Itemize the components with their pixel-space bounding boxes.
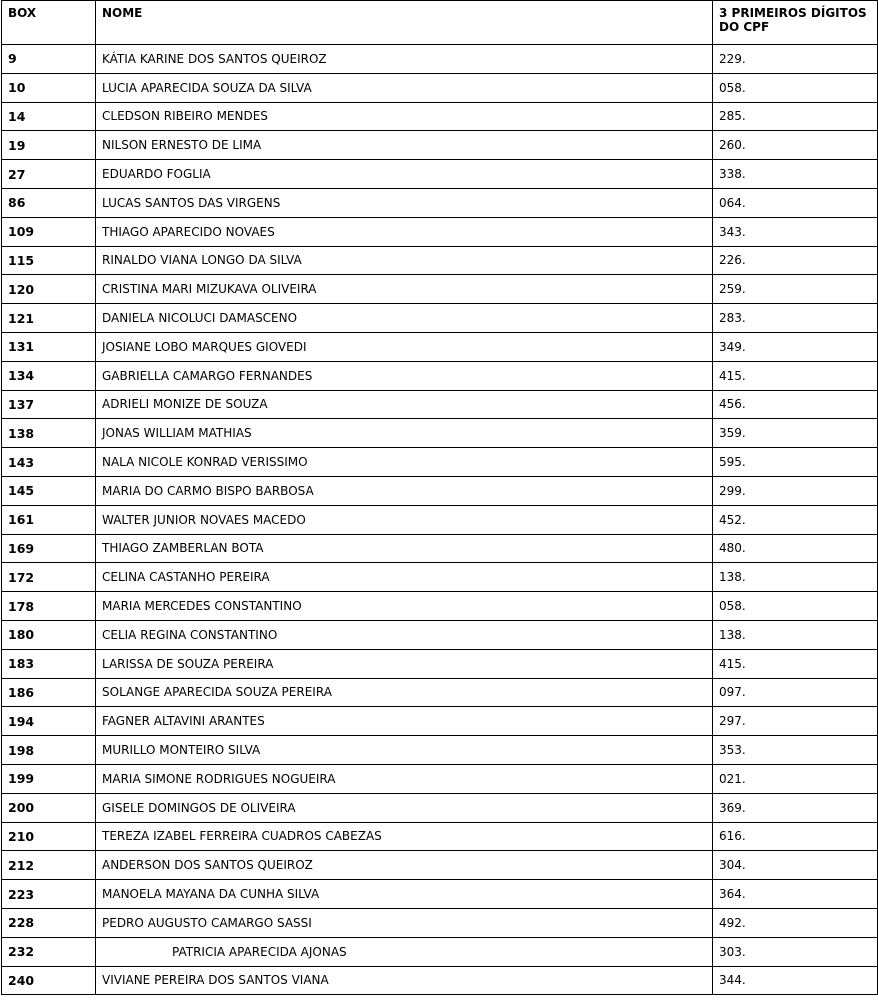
cell-nome: MARIA MERCEDES CONSTANTINO — [96, 592, 713, 621]
cell-box: 143 — [2, 448, 96, 477]
cell-box: 86 — [2, 188, 96, 217]
cell-cpf: 058. — [713, 592, 878, 621]
cell-cpf: 303. — [713, 937, 878, 966]
cell-cpf: 452. — [713, 505, 878, 534]
cell-nome: MANOELA MAYANA DA CUNHA SILVA — [96, 880, 713, 909]
cell-nome: PATRICIA APARECIDA AJONAS — [96, 937, 713, 966]
cell-box: 138 — [2, 419, 96, 448]
cell-nome: SOLANGE APARECIDA SOUZA PEREIRA — [96, 678, 713, 707]
cell-nome: LUCAS SANTOS DAS VIRGENS — [96, 188, 713, 217]
table-row — [2, 304, 878, 333]
cell-nome: CRISTINA MARI MIZUKAVA OLIVEIRA — [96, 275, 713, 304]
cell-cpf: 595. — [713, 448, 878, 477]
table-row — [2, 505, 878, 534]
table-row — [2, 678, 878, 707]
cell-box: 169 — [2, 534, 96, 563]
cell-nome: PEDRO AUGUSTO CAMARGO SASSI — [96, 908, 713, 937]
table-body — [2, 45, 878, 995]
cell-cpf: 283. — [713, 304, 878, 333]
cell-nome: CLEDSON RIBEIRO MENDES — [96, 102, 713, 131]
table-row — [2, 592, 878, 621]
cell-cpf: 616. — [713, 822, 878, 851]
table-header-row — [2, 1, 878, 45]
cell-nome: NALA NICOLE KONRAD VERISSIMO — [96, 448, 713, 477]
cell-nome: GISELE DOMINGOS DE OLIVEIRA — [96, 793, 713, 822]
cell-nome: THIAGO APARECIDO NOVAES — [96, 217, 713, 246]
table-row — [2, 908, 878, 937]
cell-nome: THIAGO ZAMBERLAN BOTA — [96, 534, 713, 563]
cell-box: 180 — [2, 620, 96, 649]
cell-cpf: 226. — [713, 246, 878, 275]
table-row — [2, 793, 878, 822]
cell-nome: MARIA DO CARMO BISPO BARBOSA — [96, 476, 713, 505]
cell-cpf: 338. — [713, 160, 878, 189]
cell-box: 9 — [2, 45, 96, 74]
cell-box: 134 — [2, 361, 96, 390]
table-row — [2, 45, 878, 74]
cell-box: 186 — [2, 678, 96, 707]
cell-cpf: 021. — [713, 764, 878, 793]
cell-nome: GABRIELLA CAMARGO FERNANDES — [96, 361, 713, 390]
table-row — [2, 448, 878, 477]
table-row — [2, 102, 878, 131]
cell-nome: JONAS WILLIAM MATHIAS — [96, 419, 713, 448]
cell-box: 240 — [2, 966, 96, 995]
cell-cpf: 349. — [713, 332, 878, 361]
cell-box: 131 — [2, 332, 96, 361]
cell-box: 19 — [2, 131, 96, 160]
cell-nome: WALTER JUNIOR NOVAES MACEDO — [96, 505, 713, 534]
cell-nome: RINALDO VIANA LONGO DA SILVA — [96, 246, 713, 275]
cell-box: 120 — [2, 275, 96, 304]
cell-box: 232 — [2, 937, 96, 966]
cell-nome: FAGNER ALTAVINI ARANTES — [96, 707, 713, 736]
cell-nome: KÁTIA KARINE DOS SANTOS QUEIROZ — [96, 45, 713, 74]
table-row — [2, 275, 878, 304]
cell-cpf: 259. — [713, 275, 878, 304]
table-row — [2, 476, 878, 505]
table-row — [2, 563, 878, 592]
cell-nome: DANIELA NICOLUCI DAMASCENO — [96, 304, 713, 333]
table-row — [2, 332, 878, 361]
cell-nome: ADRIELI MONIZE DE SOUZA — [96, 390, 713, 419]
cell-cpf: 364. — [713, 880, 878, 909]
cell-box: 14 — [2, 102, 96, 131]
cell-nome: MURILLO MONTEIRO SILVA — [96, 736, 713, 765]
cell-nome: MARIA SIMONE RODRIGUES NOGUEIRA — [96, 764, 713, 793]
table-row — [2, 764, 878, 793]
cell-cpf: 353. — [713, 736, 878, 765]
table-row — [2, 419, 878, 448]
cell-cpf: 260. — [713, 131, 878, 160]
cell-nome: NILSON ERNESTO DE LIMA — [96, 131, 713, 160]
box-assignment-table — [1, 0, 878, 995]
cell-box: 198 — [2, 736, 96, 765]
cell-box: 161 — [2, 505, 96, 534]
header-cpf-line2: DO CPF — [719, 20, 770, 34]
cell-cpf: 229. — [713, 45, 878, 74]
cell-box: 109 — [2, 217, 96, 246]
cell-cpf: 369. — [713, 793, 878, 822]
cell-nome: CELIA REGINA CONSTANTINO — [96, 620, 713, 649]
table-row — [2, 966, 878, 995]
cell-cpf: 480. — [713, 534, 878, 563]
table-row — [2, 880, 878, 909]
cell-cpf: 304. — [713, 851, 878, 880]
cell-box: 194 — [2, 707, 96, 736]
table-row — [2, 822, 878, 851]
table-row — [2, 390, 878, 419]
cell-cpf: 492. — [713, 908, 878, 937]
cell-box: 223 — [2, 880, 96, 909]
cell-cpf: 415. — [713, 649, 878, 678]
cell-nome: LUCIA APARECIDA SOUZA DA SILVA — [96, 73, 713, 102]
cell-box: 172 — [2, 563, 96, 592]
cell-nome: JOSIANE LOBO MARQUES GIOVEDI — [96, 332, 713, 361]
table-row — [2, 188, 878, 217]
cell-box: 121 — [2, 304, 96, 333]
cell-cpf: 344. — [713, 966, 878, 995]
table-row — [2, 534, 878, 563]
cell-cpf: 285. — [713, 102, 878, 131]
header-nome: NOME — [96, 1, 713, 45]
cell-cpf: 064. — [713, 188, 878, 217]
cell-box: 10 — [2, 73, 96, 102]
table-row — [2, 620, 878, 649]
cell-box: 199 — [2, 764, 96, 793]
cell-nome: LARISSA DE SOUZA PEREIRA — [96, 649, 713, 678]
cell-box: 228 — [2, 908, 96, 937]
table-row — [2, 217, 878, 246]
header-box: BOX — [2, 1, 96, 45]
table-row — [2, 851, 878, 880]
header-cpf — [713, 1, 878, 45]
cell-box: 145 — [2, 476, 96, 505]
cell-nome: CELINA CASTANHO PEREIRA — [96, 563, 713, 592]
table-row — [2, 707, 878, 736]
table-row — [2, 160, 878, 189]
table-row — [2, 361, 878, 390]
table-row — [2, 937, 878, 966]
cell-cpf: 456. — [713, 390, 878, 419]
cell-cpf: 058. — [713, 73, 878, 102]
cell-cpf: 415. — [713, 361, 878, 390]
table-row — [2, 246, 878, 275]
cell-cpf: 138. — [713, 563, 878, 592]
header-cpf-line1: 3 PRIMEIROS DÍGITOS — [719, 6, 867, 20]
cell-cpf: 097. — [713, 678, 878, 707]
cell-cpf: 359. — [713, 419, 878, 448]
cell-box: 183 — [2, 649, 96, 678]
cell-nome: TEREZA IZABEL FERREIRA CUADROS CABEZAS — [96, 822, 713, 851]
cell-box: 210 — [2, 822, 96, 851]
table-row — [2, 73, 878, 102]
cell-box: 27 — [2, 160, 96, 189]
cell-box: 115 — [2, 246, 96, 275]
table-row — [2, 736, 878, 765]
cell-box: 178 — [2, 592, 96, 621]
cell-nome: EDUARDO FOGLIA — [96, 160, 713, 189]
cell-box: 200 — [2, 793, 96, 822]
cell-cpf: 299. — [713, 476, 878, 505]
cell-cpf: 343. — [713, 217, 878, 246]
cell-nome: VIVIANE PEREIRA DOS SANTOS VIANA — [96, 966, 713, 995]
cell-box: 212 — [2, 851, 96, 880]
table-row — [2, 649, 878, 678]
cell-box: 137 — [2, 390, 96, 419]
cell-cpf: 297. — [713, 707, 878, 736]
table-row — [2, 131, 878, 160]
cell-cpf: 138. — [713, 620, 878, 649]
cell-nome: ANDERSON DOS SANTOS QUEIROZ — [96, 851, 713, 880]
